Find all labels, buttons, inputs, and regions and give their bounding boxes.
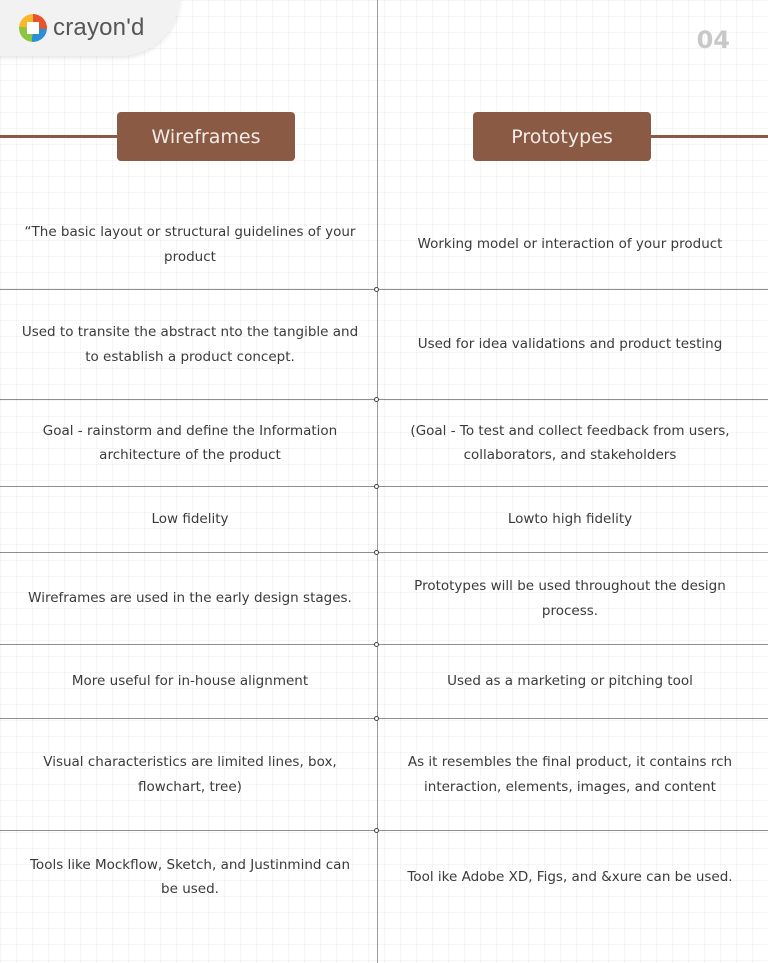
prototypes-cell: Used as a marketing or pitching tool <box>447 673 693 690</box>
crayond-logo-icon <box>19 14 47 42</box>
wireframes-cell: Visual characteristics are limited lines, box, flowchart, tree) <box>43 754 337 795</box>
comparison-row <box>0 645 768 718</box>
comparison-row <box>0 553 768 644</box>
wireframes-cell: Wireframes are used in the early design stages. <box>28 590 352 607</box>
page-number: 04 <box>696 26 730 54</box>
prototypes-cell: (Goal - To test and collect feedback from users, collaborators, and stakeholders <box>410 422 730 463</box>
wireframes-cell: Goal - rainstorm and define the Information architecture of the product <box>42 422 338 463</box>
header-connector-right <box>650 135 768 138</box>
prototypes-cell: Tool ike Adobe XD, Figs, and &xure can be used. <box>407 868 733 885</box>
comparison-row <box>0 200 768 289</box>
wireframes-cell: Low fidelity <box>151 511 229 528</box>
prototypes-cell: Lowto high fidelity <box>507 511 633 528</box>
wireframes-cell: “The basic layout or structural guidelines of your product <box>24 224 356 265</box>
prototypes-cell: Working model or interaction of your product <box>417 236 723 253</box>
header-wireframes: Wireframes <box>117 112 295 161</box>
comparison-row <box>0 719 768 830</box>
prototypes-cell: Prototypes will be used throughout the design process. <box>414 578 726 619</box>
comparison-row <box>0 290 768 399</box>
comparison-row <box>0 400 768 486</box>
prototypes-cell: As it resembles the final product, it contains rch interaction, elements, images, and content <box>407 754 733 795</box>
wireframes-cell: More useful for in-house alignment <box>71 673 309 690</box>
header-prototypes: Prototypes <box>473 112 651 161</box>
prototypes-cell: Used for idea validations and product testing <box>417 336 723 353</box>
wireframes-cell: Used to transite the abstract nto the tangible and to establish a product concept. <box>21 324 359 365</box>
logo-text: crayon'd <box>53 14 145 41</box>
comparison-row <box>0 487 768 552</box>
brand-logo <box>19 14 145 42</box>
comparison-row <box>0 831 768 923</box>
header-connector-left <box>0 135 118 138</box>
wireframes-cell: Tools like Mockflow, Sketch, and Justinmind can be used. <box>29 856 350 897</box>
